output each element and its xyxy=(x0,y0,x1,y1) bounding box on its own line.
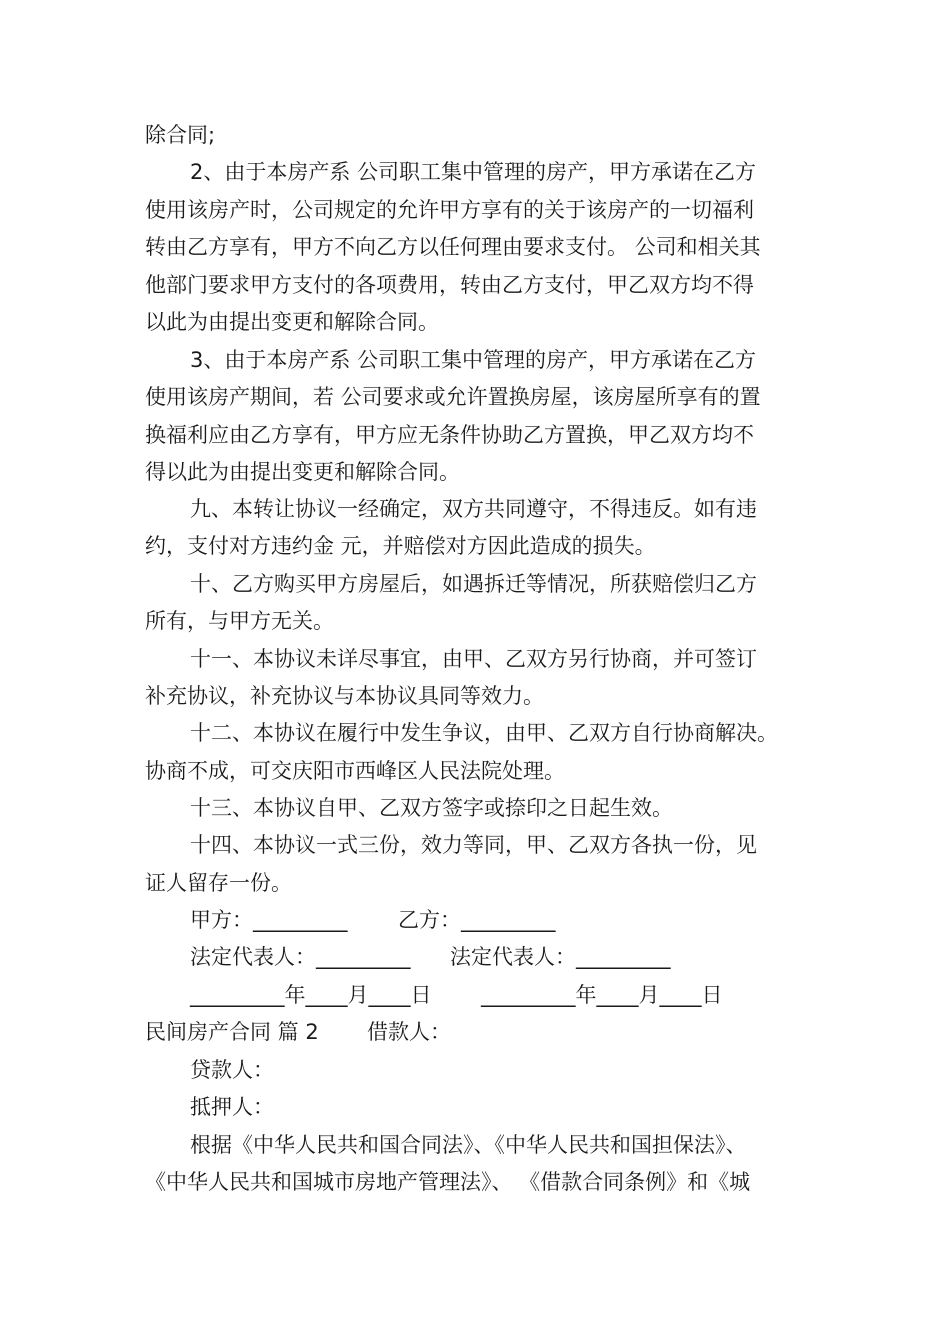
paragraph-line: 九、本转让协议一经确定，双方共同遵守，不得违反。如有违 xyxy=(190,497,757,521)
paragraph-line: 他部门要求甲方支付的各项费用，转由乙方支付，甲乙双方均不得 xyxy=(145,273,754,297)
paragraph-line: 约，支付对方违约金 元，并赔偿对方因此造成的损失。 xyxy=(145,534,656,558)
paragraph-line: 十二、本协议在履行中发生争议，由甲、乙双方自行协商解决。 xyxy=(190,721,778,745)
paragraph-line: 使用该房产时，公司规定的允许甲方享有的关于该房产的一切福利 xyxy=(145,198,754,222)
paragraph-line: 证人留存一份。 xyxy=(145,871,292,895)
paragraph-line: 《中华人民共和国城市房地产管理法》、 《借款合同条例》和《城 xyxy=(145,1170,751,1194)
section-heading: 民间房产合同 篇 2 xyxy=(145,1020,319,1044)
party-b-signature: 乙方：_________ xyxy=(398,908,556,932)
paragraph-line: 所有，与甲方无关。 xyxy=(145,609,334,633)
party-b-date: _________年____月____日 xyxy=(481,983,723,1007)
party-a-date: _________年____月____日 xyxy=(190,983,432,1007)
lender-label: 贷款人： xyxy=(190,1058,274,1082)
party-a-signature: 甲方：_________ xyxy=(190,908,348,932)
paragraph-line: 得以此为由提出变更和解除合同。 xyxy=(145,460,460,484)
paragraph-line: 以此为由提出变更和解除合同。 xyxy=(145,310,439,334)
paragraph-line: 协商不成，可交庆阳市西峰区人民法院处理。 xyxy=(145,759,565,783)
paragraph-line: 十一、本协议未详尽事宜，由甲、乙双方另行协商，并可签订 xyxy=(190,647,757,671)
party-b-representative: 法定代表人：_________ xyxy=(450,945,671,969)
paragraph-line: 十、乙方购买甲方房屋后，如遇拆迁等情况，所获赔偿归乙方 xyxy=(190,572,757,596)
paragraph-line: 3、由于本房产系 公司职工集中管理的房产，甲方承诺在乙方 xyxy=(190,348,757,372)
mortgagor-label: 抵押人： xyxy=(190,1095,274,1119)
paragraph-line: 换福利应由乙方享有，甲方应无条件协助乙方置换，甲乙双方均不 xyxy=(145,423,754,447)
paragraph-line: 转由乙方享有，甲方不向乙方以任何理由要求支付。 公司和相关其 xyxy=(145,235,761,259)
paragraph-line: 十四、本协议一式三份，效力等同，甲、乙双方各执一份，见 xyxy=(190,833,757,857)
party-a-representative: 法定代表人：_________ xyxy=(190,945,411,969)
borrower-label: 借款人： xyxy=(367,1020,451,1044)
paragraph-line: 十三、本协议自甲、乙双方签字或捺印之日起生效。 xyxy=(190,796,673,820)
paragraph-line: 除合同; xyxy=(145,123,216,147)
paragraph-line: 使用该房产期间，若 公司要求或允许置换房屋，该房屋所享有的置 xyxy=(145,385,761,409)
paragraph-line: 根据《中华人民共和国合同法》、《中华人民共和国担保法》、 xyxy=(190,1133,747,1157)
paragraph-line: 2、由于本房产系 公司职工集中管理的房产，甲方承诺在乙方 xyxy=(190,160,757,184)
paragraph-line: 补充协议，补充协议与本协议具同等效力。 xyxy=(145,684,544,708)
